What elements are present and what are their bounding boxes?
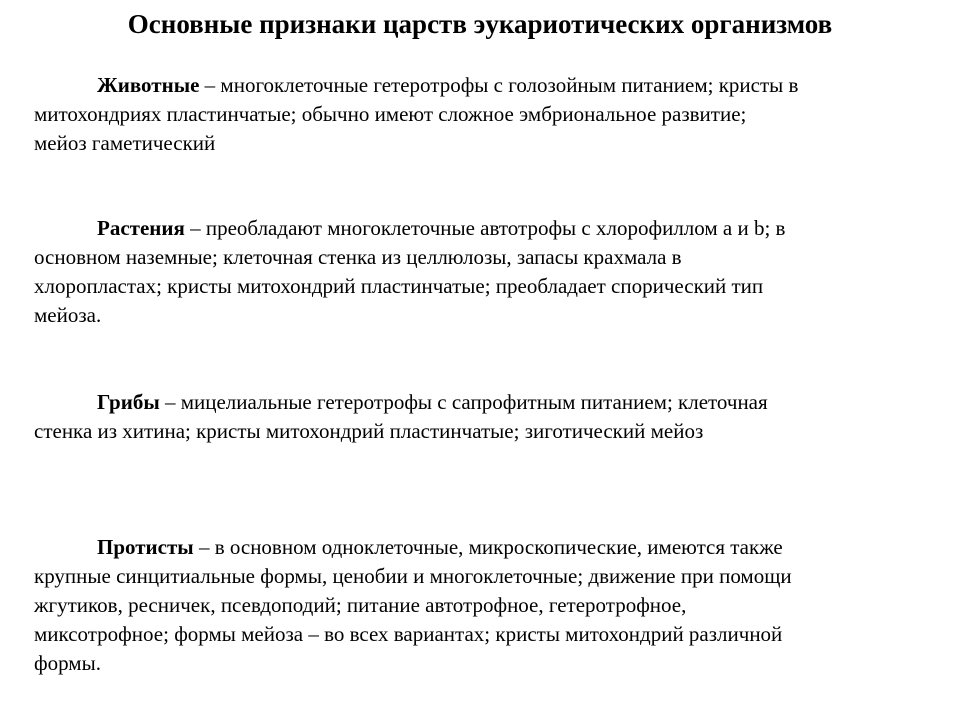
kingdom-name: Протисты: [97, 535, 194, 559]
kingdom-paragraph-protists: [34, 533, 804, 678]
kingdom-paragraph-animals: [34, 71, 804, 158]
kingdom-name: Животные: [97, 73, 200, 97]
kingdom-description: – мицелиальные гетеротрофы с сапрофитным питанием; клеточная стенка из хитина; кристы митохондрий пластинчатые; зиготический мейоз: [34, 390, 768, 443]
kingdom-description: – многоклеточные гетеротрофы с голозойным питанием; кристы в митохондриях пластинчатые; обычно имеют сложное эмбриональное развитие; мейоз гаметический: [34, 73, 799, 155]
kingdom-description: – преобладают многоклеточные автотрофы с хлорофиллом а и b; в основном наземные; клеточная стенка из целлюлозы, запасы крахмала в хлоропластах; кристы митохондрий пластинчатые; преобладает спорический тип мейоза.: [34, 216, 786, 327]
kingdom-paragraph-fungi: [34, 388, 804, 446]
kingdom-name: Растения: [97, 216, 185, 240]
kingdom-description: – в основном одноклеточные, микроскопические, имеются также крупные синцитиальные формы, ценобии и многоклеточные; движение при помощи жгутиков, ресничек, псевдоподий; питание автотрофное, гетеротрофное, миксотрофное; формы мейоза – во всех вариантах; кристы митохондрий различной формы.: [34, 535, 792, 675]
kingdom-name: Грибы: [97, 390, 160, 414]
slide-title: Основные признаки царств эукариотических организмов: [127, 9, 833, 39]
kingdom-paragraph-plants: [34, 214, 804, 330]
